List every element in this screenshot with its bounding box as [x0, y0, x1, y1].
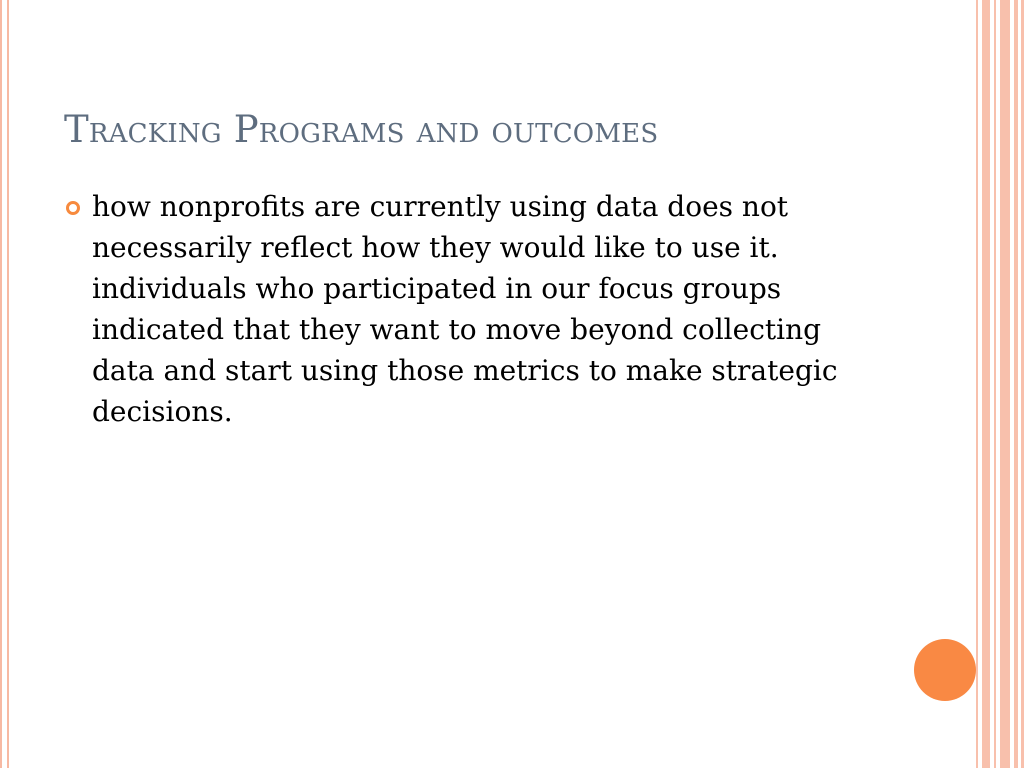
- left-border-stripe: [0, 0, 2, 768]
- slide-title: Tracking Programs and outcomes: [64, 108, 659, 151]
- right-stripe: [982, 0, 990, 768]
- bullet-list: [64, 186, 884, 432]
- right-stripe: [976, 0, 978, 768]
- left-border-stripe-inner: [7, 0, 9, 768]
- right-stripe: [1000, 0, 1010, 768]
- orange-circle-decoration: [914, 639, 976, 701]
- right-border-stripes: [976, 0, 1024, 768]
- ring-bullet-icon: [66, 201, 80, 215]
- right-stripe: [994, 0, 996, 768]
- right-stripe: [1014, 0, 1018, 768]
- bullet-text: how nonprofits are currently using data does not necessarily reflect how they would like to use it. individuals who participated in our focus groups indicated that they want to move beyond collecting data and start using those metrics to make strategic decisions.: [92, 190, 838, 428]
- bullet-item: [64, 186, 884, 432]
